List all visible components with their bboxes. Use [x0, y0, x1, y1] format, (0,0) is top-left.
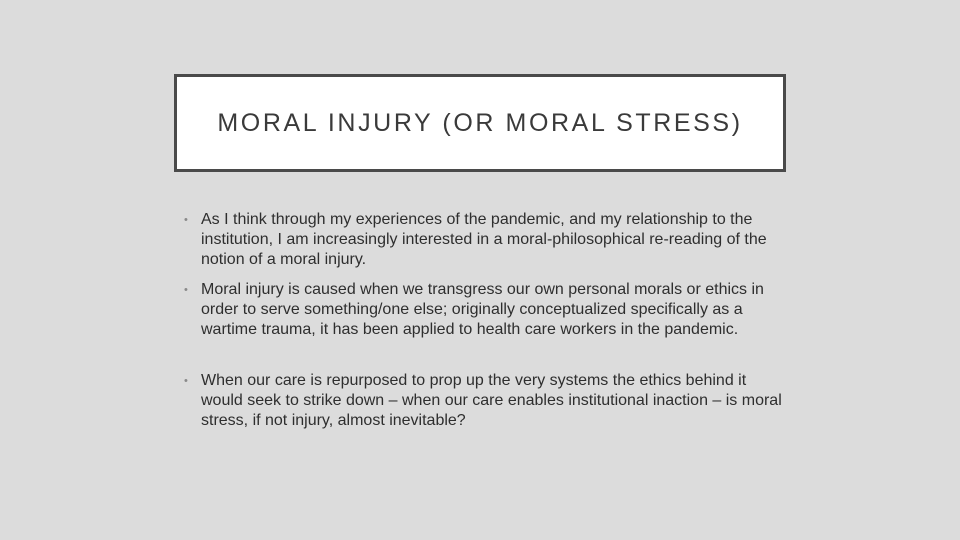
bullet-marker-icon: •	[184, 375, 188, 387]
bullet-item	[184, 210, 784, 270]
bullet-text: When our care is repurposed to prop up the very systems the ethics behind it would seek to strike down – when our care enables institutional inaction – is moral stress, if not injury, almost inevitable?	[201, 372, 782, 429]
slide-title: MORAL INJURY (OR MORAL STRESS)	[217, 108, 743, 137]
bullet-item	[184, 280, 784, 340]
title-box	[174, 74, 786, 172]
bullet-marker-icon: •	[184, 214, 188, 226]
bullet-marker-icon: •	[184, 284, 188, 296]
bullet-list	[184, 210, 784, 431]
bullet-text: Moral injury is caused when we transgress our own personal morals or ethics in order to serve something/one else; originally conceptualized specifically as a wartime trauma, it has been applied to health care workers in the pandemic.	[201, 281, 764, 338]
bullet-item	[184, 371, 784, 431]
bullet-text: As I think through my experiences of the pandemic, and my relationship to the institution, I am increasingly interested in a moral-philosophical re-reading of the notion of a moral injury.	[201, 211, 767, 268]
